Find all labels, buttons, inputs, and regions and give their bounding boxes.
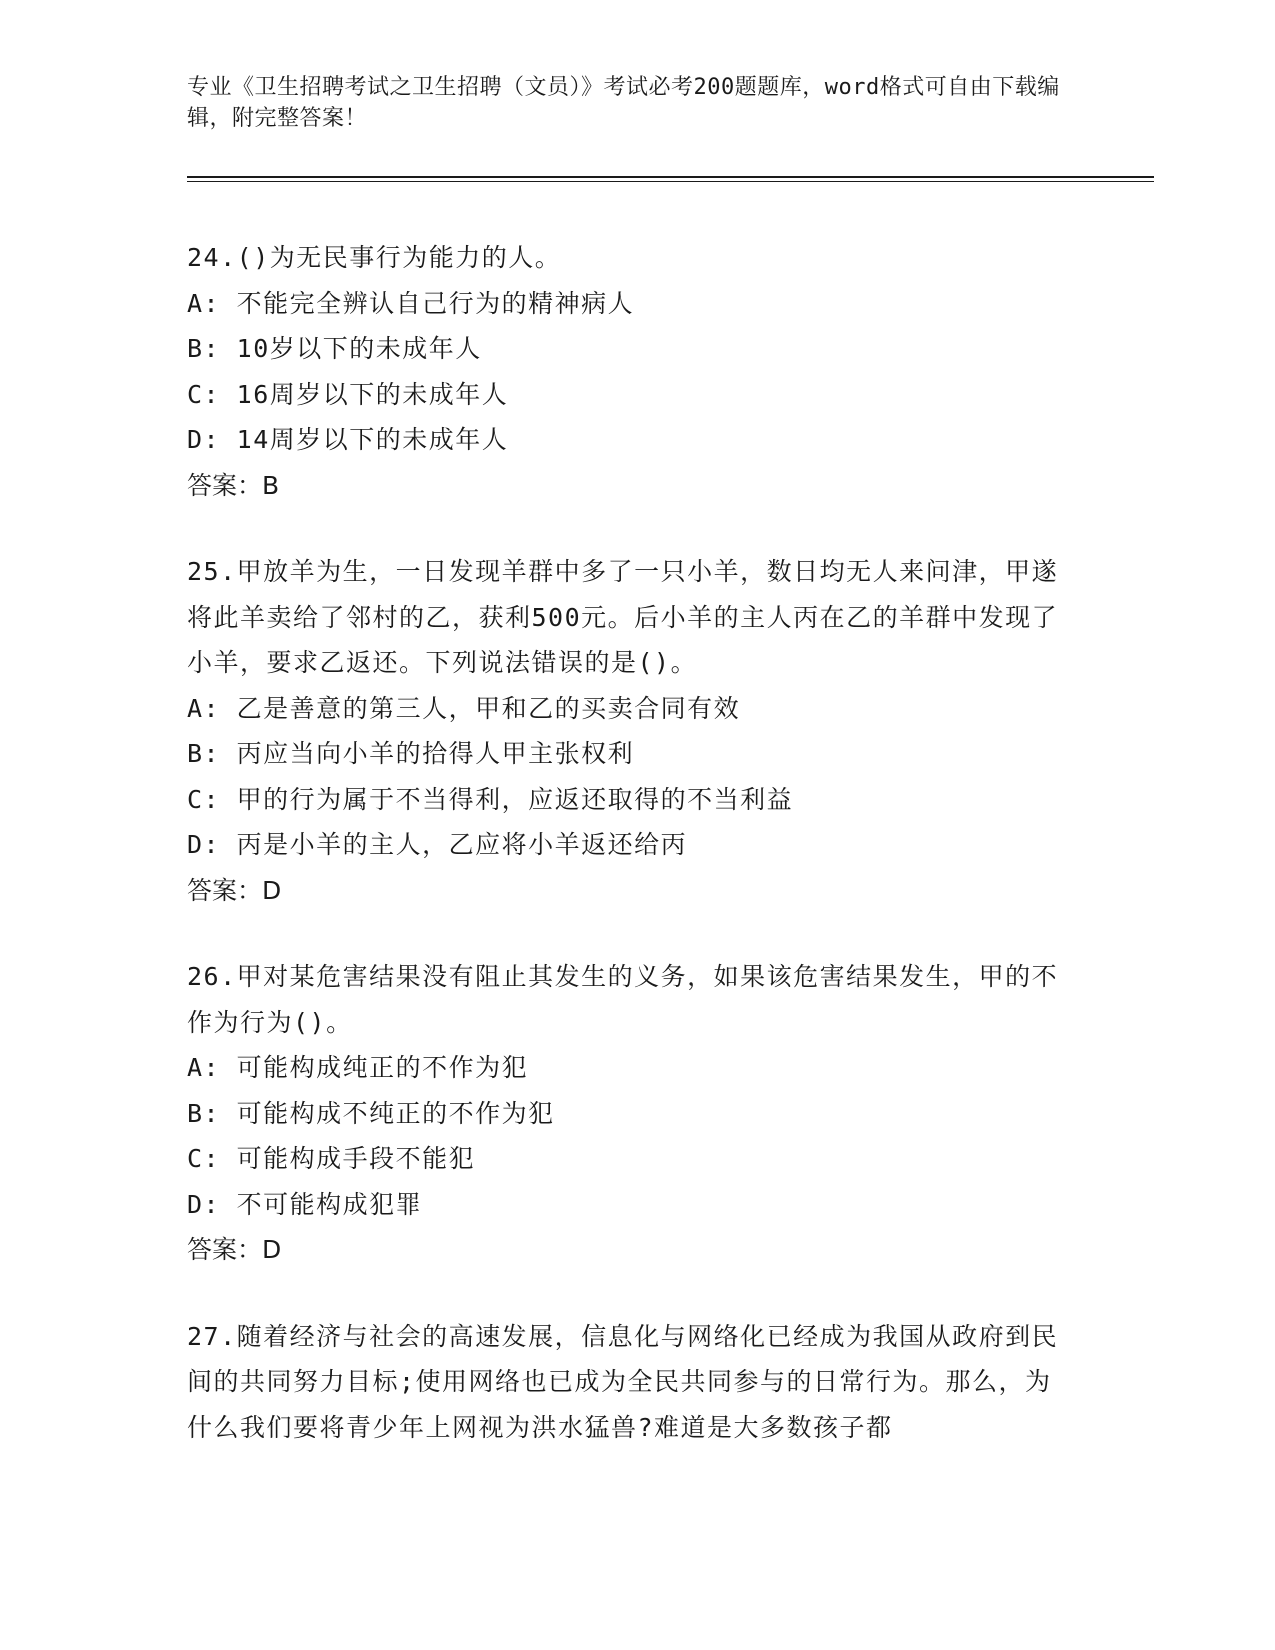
header-divider-thick: [187, 176, 1154, 178]
document-header: 专业《卫生招聘考试之卫生招聘（文员）》考试必考200题题库，word格式可自由下载编辑，附完整答案！: [187, 75, 1060, 131]
question-stem: 27.随着经济与社会的高速发展，信息化与网络化已经成为我国从政府到民间的共同努力目标;使用网络也已成为全民共同参与的日常行为。那么，为什么我们要将青少年上网视为洪水猛兽?难道是大多数孩子都: [187, 1321, 1059, 1442]
option-c: C: 甲的行为属于不当得利，应返还取得的不当利益: [187, 784, 794, 814]
answer-text: 答案：B: [187, 470, 280, 500]
option-b: B: 10岁以下的未成年人: [187, 334, 482, 363]
option-d: D: 不可能构成犯罪: [187, 1189, 423, 1219]
question-24: [187, 235, 1077, 508]
question-stem: 25.甲放羊为生，一日发现羊群中多了一只小羊，数日均无人来问津，甲遂将此羊卖给了邻村的乙，获利500元。后小羊的主人丙在乙的羊群中发现了小羊，要求乙返还。下列说法错误的是()。: [187, 557, 1059, 677]
option-b: B: 可能构成不纯正的不作为犯: [187, 1098, 555, 1128]
question-27: [187, 1314, 1077, 1451]
question-26: [187, 954, 1077, 1273]
option-c: C: 16周岁以下的未成年人: [187, 379, 509, 409]
option-a: A: 可能构成纯正的不作为犯: [187, 1053, 529, 1082]
option-d: D: 14周岁以下的未成年人: [187, 425, 509, 454]
answer-text: 答案：D: [187, 1235, 282, 1264]
question-stem: 24.()为无民事行为能力的人。: [187, 243, 562, 272]
option-c: C: 可能构成手段不能犯: [187, 1144, 476, 1173]
option-b: B: 丙应当向小羊的拾得人甲主张权利: [187, 739, 635, 768]
option-a: A: 不能完全辨认自己行为的精神病人: [187, 288, 635, 318]
option-d: D: 丙是小羊的主人，乙应将小羊返还给丙: [187, 830, 688, 859]
question-list: [187, 235, 1077, 1491]
question-25: [187, 549, 1077, 913]
question-stem: 26.甲对某危害结果没有阻止其发生的义务，如果该危害结果发生，甲的不作为行为()。: [187, 962, 1059, 1037]
header-divider-thin: [187, 181, 1154, 182]
option-a: A: 乙是善意的第三人，甲和乙的买卖合同有效: [187, 693, 741, 723]
answer-text: 答案：D: [187, 875, 282, 905]
